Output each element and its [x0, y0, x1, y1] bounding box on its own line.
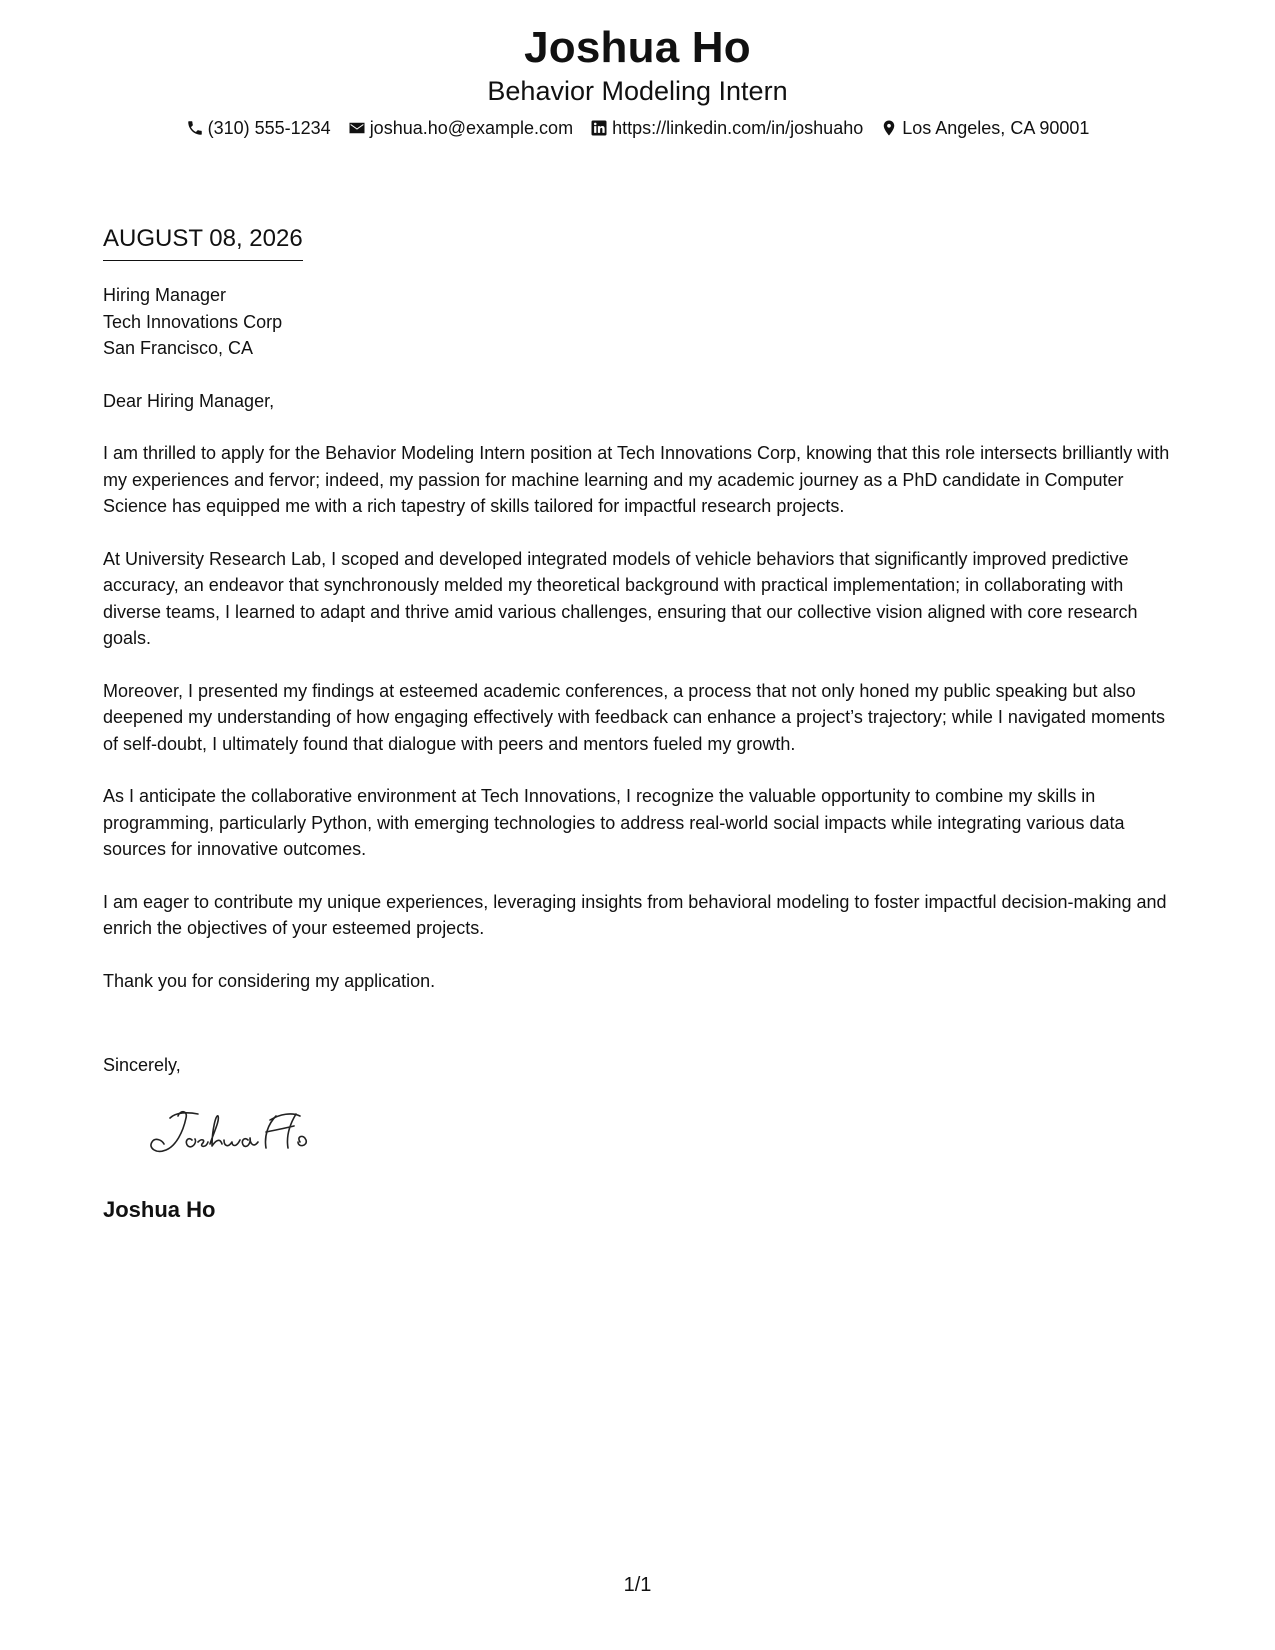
- body-paragraph: At University Research Lab, I scoped and developed integrated models of vehicle behaviors that significantly improved predictive accuracy, an endeavor that synchronously melded my theoretical background with practical implementation; in collaborating with diverse teams, I learned to adapt and thrive amid various challenges, ensuring that our collective vision aligned with core research goals.: [103, 548, 1138, 648]
- contact-email[interactable]: [348, 116, 573, 140]
- letter-date: AUGUST 08, 2026: [103, 224, 303, 261]
- letter-body: [103, 282, 1183, 994]
- body-paragraph: I am eager to contribute my unique experiences, leveraging insights from behavioral modeling to foster impactful decision-making and enrich the objectives of your esteemed projects.: [103, 891, 1167, 938]
- contact-linkedin[interactable]: [590, 116, 863, 140]
- recipient-block: [103, 282, 1183, 362]
- contact-phone[interactable]: [186, 116, 331, 140]
- phone-number: (310) 555-1234: [207, 118, 331, 138]
- recipient-line: San Francisco, CA: [103, 338, 254, 358]
- letter-header: [0, 22, 1275, 140]
- body-paragraph: As I anticipate the collaborative environment at Tech Innovations, I recognize the valuable opportunity to combine my skills in programming, particularly Python, with emerging technologies to address real-world social impacts while integrating various data sources for innovative outcomes.: [103, 786, 1125, 859]
- body-paragraph: I am thrilled to apply for the Behavior Modeling Intern position at Tech Innovations Corp, knowing that this role intersects brilliantly with my experiences and fervor; indeed, my passion for machine learning and my academic journey as a PhD candidate in Computer Science has equipped me with a rich tapestry of skills tailored for impactful research projects.: [103, 443, 1170, 516]
- salutation: Dear Hiring Manager,: [103, 390, 275, 411]
- phone-icon: [186, 119, 204, 137]
- linkedin-url: https://linkedin.com/in/joshuaho: [612, 118, 864, 138]
- map-pin-icon: [880, 119, 898, 137]
- page-number: 1/1: [623, 1574, 652, 1596]
- signer-name: Joshua Ho: [103, 1197, 216, 1222]
- sign-off: Sincerely,: [103, 1055, 181, 1075]
- recipient-line: Hiring Manager: [103, 285, 227, 305]
- contact-location: [880, 116, 1089, 140]
- linkedin-icon: [590, 119, 608, 137]
- job-title: Behavior Modeling Intern: [487, 76, 788, 106]
- contact-bar: [0, 116, 1275, 140]
- location-text: Los Angeles, CA 90001: [902, 118, 1090, 138]
- handwritten-signature: [140, 1102, 330, 1162]
- applicant-name: Joshua Ho: [524, 23, 751, 72]
- closing-line: Thank you for considering my application.: [103, 970, 436, 991]
- recipient-line: Tech Innovations Corp: [103, 311, 283, 332]
- body-paragraph: Moreover, I presented my findings at esteemed academic conferences, a process that not only honed my public speaking but also deepened my understanding of how engaging effectively with feedback can enhance a project’s trajectory; while I navigated moments of self-doubt, I ultimately found that dialogue with peers and mentors fueled my growth.: [103, 680, 1165, 754]
- email-address: joshua.ho@example.com: [369, 118, 574, 138]
- envelope-icon: [348, 119, 366, 137]
